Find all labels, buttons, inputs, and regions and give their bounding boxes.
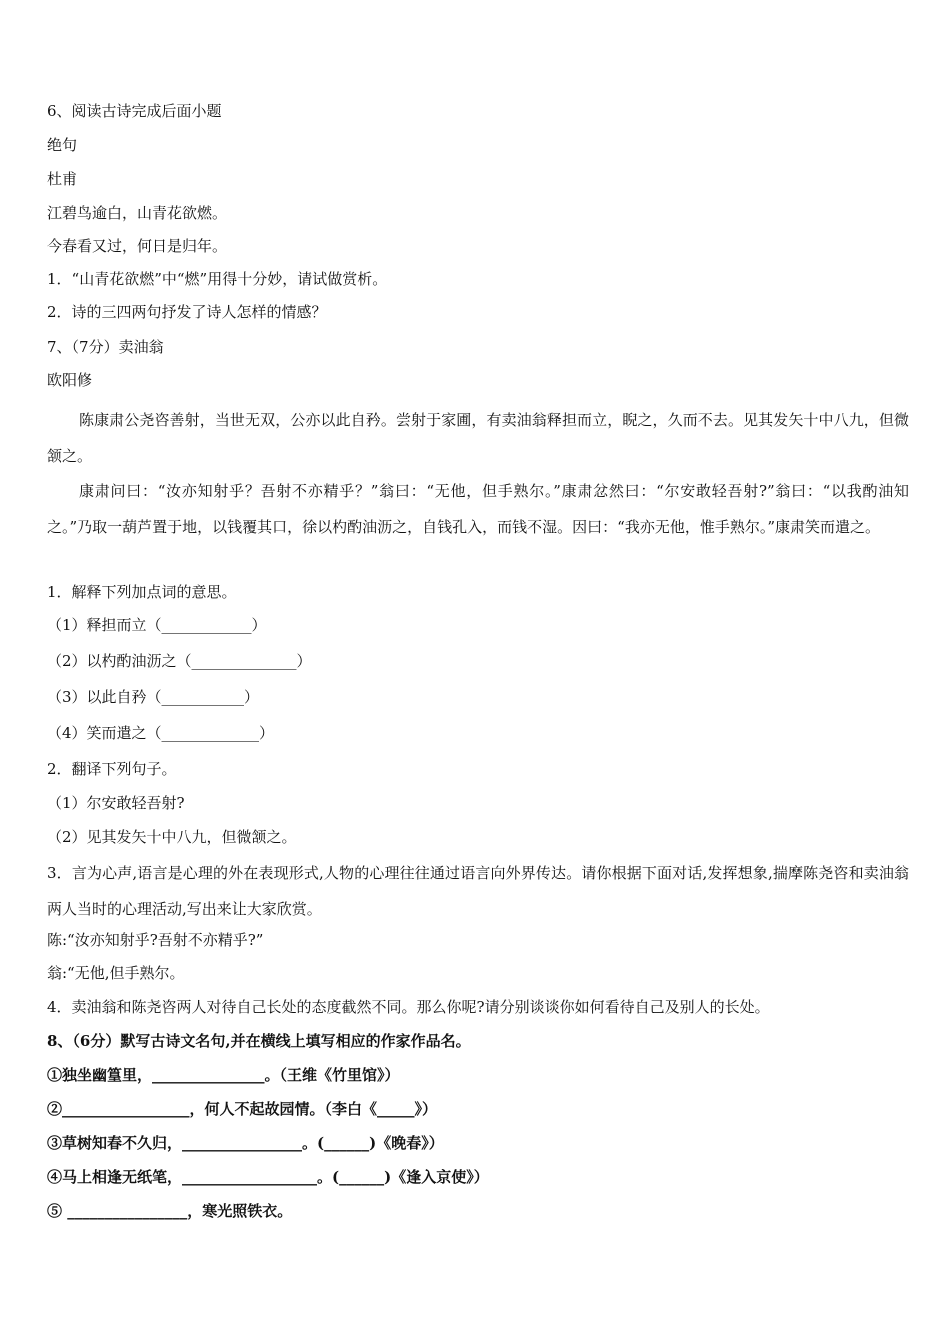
q6-question-2: 2．诗的三四两句抒发了诗人怎样的情感？ xyxy=(47,303,327,321)
q7-sub-4: 4．卖油翁和陈尧咨两人对待自己长处的态度截然不同。那么你呢?请分别谈谈你如何看待自己及别人的长处。 xyxy=(47,998,770,1016)
q7-sub-1-item: （2）以杓酌油沥之（______________） xyxy=(47,652,312,670)
q6-heading: 6、阅读古诗完成后面小题 xyxy=(47,102,222,120)
q8-item: ③草树知春不久归，________________。(______)《晚春》） xyxy=(47,1134,444,1152)
q7-sub-1-item: （4）笑而遣之（_____________） xyxy=(47,724,275,742)
q7-sub-3: 3．言为心声,语言是心理的外在表现形式,人物的心理往往通过语言向外界传达。请你根据下面对话,发挥想象,揣摩陈尧咨和卖油翁两人当时的心理活动,写出来让大家欣赏。 xyxy=(47,864,909,918)
q7-sub-1-item: （1）释担而立（____________） xyxy=(47,616,267,634)
q7-sub-2-item: （1）尔安敢轻吾射? xyxy=(47,794,185,812)
dialog-weng: 翁:“无他,但手熟尔。 xyxy=(47,964,185,982)
q8-item: ②_________________，何人不起故园情。（李白《_____》） xyxy=(47,1100,438,1118)
q8-item: ⑤ ________________，寒光照铁衣。 xyxy=(47,1202,293,1220)
q8-item: ④马上相逢无纸笔，__________________。(______)《逢入京使》） xyxy=(47,1168,489,1186)
poem-line-2: 今春看又过，何日是归年。 xyxy=(47,237,228,255)
q7-sub-2: 2．翻译下列句子。 xyxy=(47,760,177,778)
passage-paragraph-1: 陈康肃公尧咨善射，当世无双，公亦以此自矜。尝射于家圃，有卖油翁释担而立，睨之，久而不去。见其发矢十中八九，但微颔之。 xyxy=(47,411,909,465)
q7-sub-1-item: （3）以此自矜（___________） xyxy=(47,688,260,706)
q6-question-1: 1．“山青花欲燃”中“燃”用得十分妙，请试做赏析。 xyxy=(47,270,388,288)
poem-author: 杜甫 xyxy=(47,170,78,188)
q8-heading: 8、（6分）默写古诗文名句,并在横线上填写相应的作家作品名。 xyxy=(47,1032,471,1050)
dialog-chen: 陈:“汝亦知射乎?吾射不亦精乎?” xyxy=(47,931,264,949)
poem-line-1: 江碧鸟逾白，山青花欲燃。 xyxy=(47,204,228,222)
passage-paragraph-2: 康肃问曰：“汝亦知射乎？吾射不亦精乎？”翁曰：“无他，但手熟尔。”康肃忿然曰：“尔安敢轻吾射?”翁曰：“以我酌油知之。”乃取一葫芦置于地，以钱覆其口，徐以杓酌油沥之，自钱孔入，而钱不湿。因曰：“我亦无他，惟手熟尔。”康肃笑而遣之。 xyxy=(47,482,909,536)
poem-title: 绝句 xyxy=(47,136,78,154)
q7-sub-1: 1．解释下列加点词的意思。 xyxy=(47,583,237,601)
q7-sub-2-item: （2）见其发矢十中八九，但微颔之。 xyxy=(47,828,297,846)
q7-heading: 7、（7分）卖油翁 xyxy=(47,338,164,356)
q8-item: ①独坐幽篁里，_______________。（王维《竹里馆》） xyxy=(47,1066,400,1084)
q7-author: 欧阳修 xyxy=(47,371,93,389)
